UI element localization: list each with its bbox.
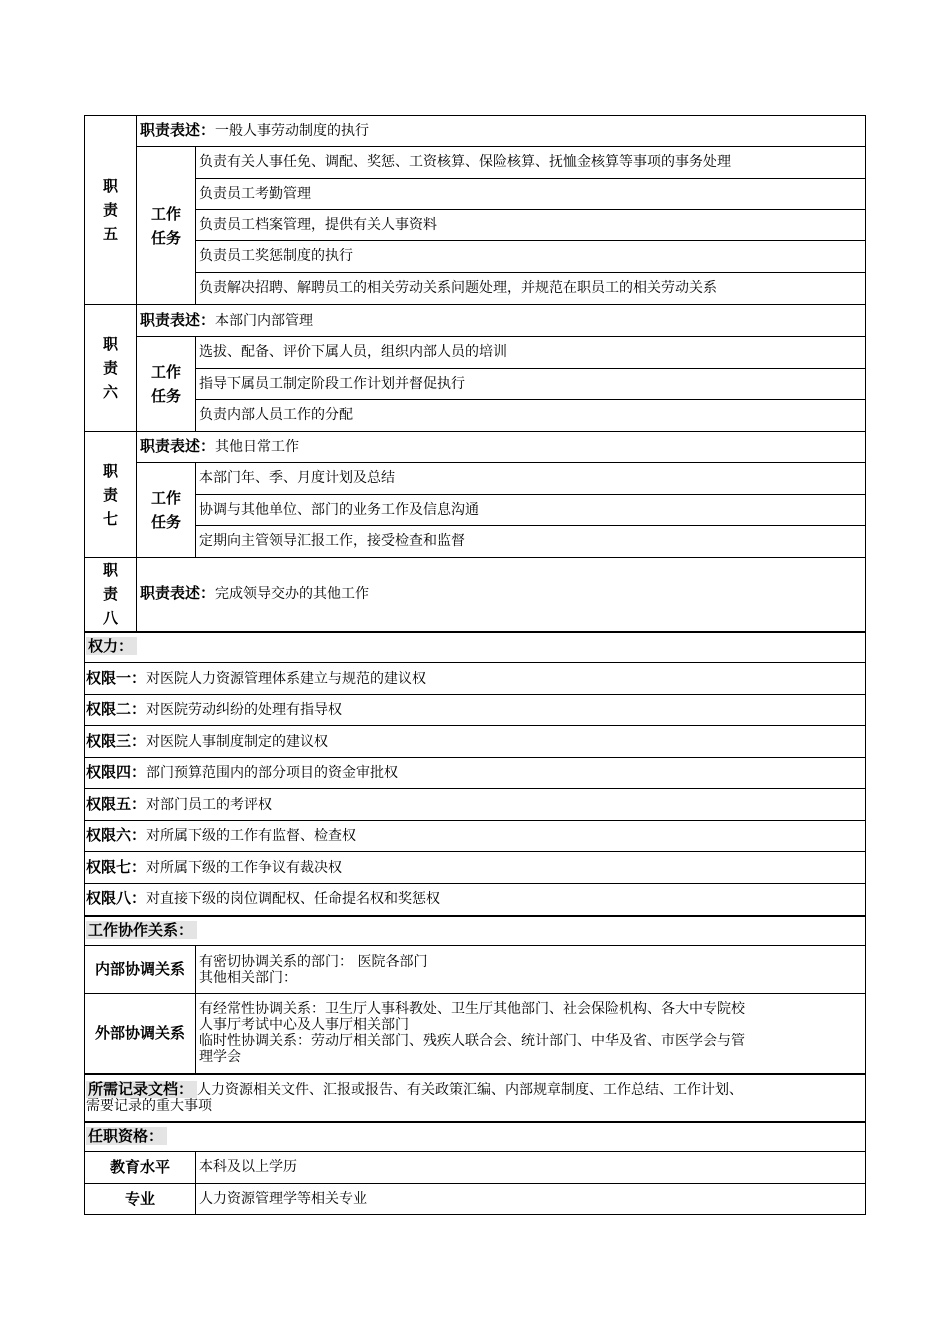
authority-item: 权限四：部门预算范围内的部分项目的资金审批权 — [85, 758, 866, 789]
authority-row — [85, 852, 866, 884]
task-item: 指导下属员工制定阶段工作计划并督促执行 — [196, 369, 866, 400]
authority-header-row — [85, 632, 866, 663]
duty-6-statement-row — [85, 305, 866, 337]
duty-8-row — [85, 558, 866, 632]
external-coordination-row — [85, 994, 866, 1074]
duty-7-label: 职 责 七 — [85, 432, 137, 558]
records-row — [85, 1074, 866, 1122]
duty-5-statement: 职责表述：一般人事劳动制度的执行 — [137, 116, 866, 147]
task-row — [85, 369, 866, 400]
cooperation-title: 工作协作关系： — [85, 916, 866, 946]
authority-row — [85, 663, 866, 695]
duty-5-statement-row — [85, 116, 866, 147]
task-row — [85, 241, 866, 273]
task-row — [85, 463, 866, 495]
authority-row — [85, 726, 866, 758]
task-item: 负责解决招聘、解聘员工的相关劳动关系问题处理，并规范在职员工的相关劳动关系 — [196, 273, 866, 305]
duty-6-task-label: 工作 任务 — [137, 337, 196, 432]
authority-item: 权限一：对医院人力资源管理体系建立与规范的建议权 — [85, 663, 866, 695]
authority-row — [85, 884, 866, 916]
task-row — [85, 273, 866, 305]
authority-item: 权限二：对医院劳动纠纷的处理有指导权 — [85, 695, 866, 726]
internal-coordination-label: 内部协调关系 — [85, 946, 196, 994]
task-item: 本部门年、季、月度计划及总结 — [196, 463, 866, 495]
task-item: 负责员工考勤管理 — [196, 179, 866, 210]
education-value: 本科及以上学历 — [196, 1152, 866, 1184]
external-coordination-detail: 有经常性协调关系：卫生厅人事科教处、卫生厅其他部门、社会保险机构、各大中专院校 人事厅考试中心及人事厅相关部门 临时性协调关系：劳动厅相关部门、残疾人联合会、统计部门、中华及省、市医学会与管 理学会 — [196, 994, 866, 1074]
authority-item: 权限七：对所属下级的工作争议有裁决权 — [85, 852, 866, 884]
job-description-sheet — [84, 115, 865, 1215]
task-item: 负责员工奖惩制度的执行 — [196, 241, 866, 273]
authority-item: 权限五：对部门员工的考评权 — [85, 789, 866, 821]
duty-8-statement: 职责表述：完成领导交办的其他工作 — [137, 558, 866, 632]
task-row — [85, 210, 866, 241]
task-item: 选拔、配备、评价下属人员，组织内部人员的培训 — [196, 337, 866, 369]
authority-row — [85, 695, 866, 726]
authority-item: 权限三：对医院人事制度制定的建议权 — [85, 726, 866, 758]
duty-6-label: 职 责 六 — [85, 305, 137, 432]
education-row — [85, 1152, 866, 1184]
internal-coordination-detail: 有密切协调关系的部门： 医院各部门 其他相关部门： — [196, 946, 866, 994]
duty-7-statement: 职责表述：其他日常工作 — [137, 432, 866, 463]
duty-7-statement-row — [85, 432, 866, 463]
major-row — [85, 1184, 866, 1215]
education-label: 教育水平 — [85, 1152, 196, 1184]
authority-item: 权限六：对所属下级的工作有监督、检查权 — [85, 821, 866, 852]
cooperation-header-row — [85, 916, 866, 946]
authority-row — [85, 758, 866, 789]
task-row — [85, 179, 866, 210]
qualification-title: 任职资格： — [85, 1122, 866, 1152]
qualification-header-row — [85, 1122, 866, 1152]
records-detail: 所需记录文档： 人力资源相关文件、汇报或报告、有关政策汇编、内部规章制度、工作总结、工作计划、 需要记录的重大事项 — [85, 1074, 866, 1122]
authority-title: 权力： — [85, 632, 866, 663]
task-item: 协调与其他单位、部门的业务工作及信息沟通 — [196, 495, 866, 526]
task-row — [85, 526, 866, 558]
duty-6-statement: 职责表述：本部门内部管理 — [137, 305, 866, 337]
duty-7-task-label: 工作 任务 — [137, 463, 196, 558]
external-coordination-label: 外部协调关系 — [85, 994, 196, 1074]
authority-row — [85, 821, 866, 852]
task-row — [85, 337, 866, 369]
task-row — [85, 400, 866, 432]
major-value: 人力资源管理学等相关专业 — [196, 1184, 866, 1215]
authority-item: 权限八：对直接下级的岗位调配权、任命提名权和奖惩权 — [85, 884, 866, 916]
task-item: 负责员工档案管理，提供有关人事资料 — [196, 210, 866, 241]
task-item: 定期向主管领导汇报工作，接受检查和监督 — [196, 526, 866, 558]
task-item: 负责内部人员工作的分配 — [196, 400, 866, 432]
task-row — [85, 495, 866, 526]
task-item: 负责有关人事任免、调配、奖惩、工资核算、保险核算、抚恤金核算等事项的事务处理 — [196, 147, 866, 179]
job-description-table — [84, 115, 866, 1215]
internal-coordination-row — [85, 946, 866, 994]
duty-8-label: 职 责 八 — [85, 558, 137, 632]
major-label: 专业 — [85, 1184, 196, 1215]
authority-row — [85, 789, 866, 821]
duty-5-task-label: 工作 任务 — [137, 147, 196, 305]
task-row — [85, 147, 866, 179]
duty-5-label: 职 责 五 — [85, 116, 137, 305]
